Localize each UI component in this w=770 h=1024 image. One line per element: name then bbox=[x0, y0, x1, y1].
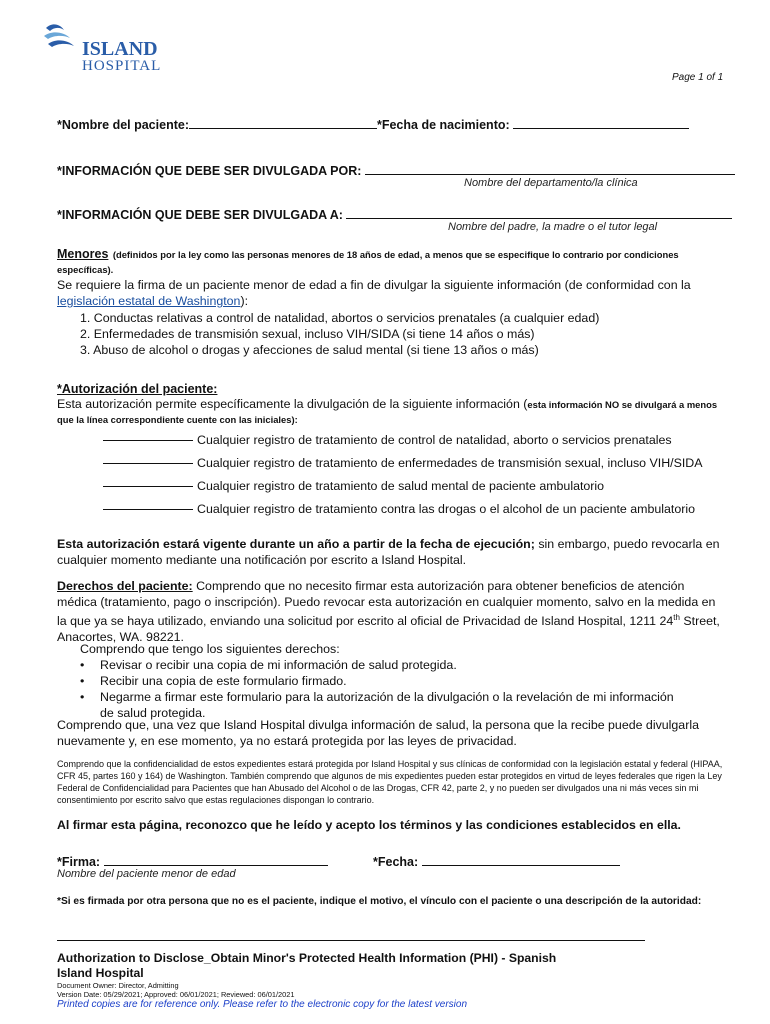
signature-label: *Firma: bbox=[57, 855, 101, 869]
disclosed-to-field[interactable] bbox=[346, 206, 732, 219]
island-hospital-logo bbox=[42, 22, 162, 78]
disclosed-to-caption: Nombre del padre, la madre o el tutor legal bbox=[448, 221, 658, 233]
page-number: Page 1 of 1 bbox=[672, 72, 724, 83]
rights-heading: Derechos del paciente: bbox=[57, 579, 193, 593]
minors-list bbox=[80, 310, 720, 358]
disclosed-by-label: *INFORMACIÓN QUE DEBE SER DIVULGADA POR: bbox=[57, 164, 362, 178]
disclosed-by-field[interactable] bbox=[365, 162, 735, 175]
list-item: • Negarme a firmar este formulario para la autorización de la divulgación o la revelación de mi información de salud protegida. bbox=[80, 689, 690, 721]
initials-field[interactable] bbox=[103, 440, 193, 441]
footer-printed-note: Printed copies are for reference only. Please refer to the electronic copy for the latest version bbox=[57, 999, 468, 1010]
patient-name-label: *Nombre del paciente: bbox=[57, 118, 189, 132]
authorization-heading: *Autorización del paciente: bbox=[57, 382, 218, 396]
authorization-options bbox=[103, 432, 733, 517]
rights-list bbox=[80, 657, 700, 721]
date-row bbox=[373, 853, 620, 869]
option-label: Cualquier registro de tratamiento contra las drogas o el alcohol de un paciente ambulatorio bbox=[197, 502, 695, 516]
footer-owner: Document Owner: Director, Admitting bbox=[57, 981, 179, 990]
authorization-option bbox=[103, 501, 733, 517]
logo-text-hospital: HOSPITAL bbox=[82, 58, 162, 74]
minors-heading: Menores bbox=[57, 247, 109, 261]
validity-bold: Esta autorización estará vigente durante un año a partir de la fecha de ejecución; bbox=[57, 537, 535, 551]
rights-closing: Comprendo que, una vez que Island Hospital divulga información de salud, la persona que la recibe puede divulgarla nuevamente y, en ese momento, ya no estará protegida por las leyes de privacidad. bbox=[57, 718, 699, 748]
bird-icon bbox=[42, 22, 82, 56]
rights-text: Comprendo que no necesito firmar esta autorización para obtener beneficios de atención médica (tratamiento, pago o inscripción). Puedo revocar esta autorización en cualquier momento, salvo en la medida en la que ya se haya utilizado, enviando una solicitud por escrito al oficial de Privacidad de Island Hospital, 1211 24 bbox=[57, 579, 716, 629]
list-item: 1. Conductas relativas a control de natalidad, abortos o servicios prenatales (a cualquier edad) bbox=[80, 311, 600, 325]
validity-rest: sin embargo, puedo revocarla en cualquier momento mediante una notificación por escrito a Island Hospital. bbox=[57, 537, 720, 567]
initials-field[interactable] bbox=[103, 463, 193, 464]
signature-row bbox=[57, 853, 328, 869]
disclosed-to-label: *INFORMACIÓN QUE DEBE SER DIVULGADA A: bbox=[57, 208, 343, 222]
disclosed-by-row bbox=[57, 162, 735, 178]
footer-title bbox=[57, 951, 556, 981]
list-item: 3. Abuso de alcohol o drogas y afecciones de salud mental (si tiene 13 años o más) bbox=[80, 343, 539, 357]
minors-intro-end: ): bbox=[240, 294, 249, 308]
minors-heading-block bbox=[57, 247, 717, 277]
logo-text-island: ISLAND bbox=[82, 38, 158, 60]
authorization-text-b: esta información NO se divulgará a menos que la línea correspondiente cuente con las iniciales): bbox=[57, 399, 718, 425]
disclosed-by-caption: Nombre del departamento/la clínica bbox=[464, 177, 638, 189]
initials-field[interactable] bbox=[103, 486, 193, 487]
patient-rights bbox=[57, 578, 721, 645]
authorization-option bbox=[103, 432, 733, 448]
footer-title-line1: Authorization to Disclose_Obtain Minor's Protected Health Information (PHI) - Spanish bbox=[57, 951, 557, 965]
validity-text bbox=[57, 536, 721, 568]
minors-intro bbox=[57, 277, 717, 309]
footer-version: Version Date: 05/29/2021; Approved: 06/01/2021; Reviewed: 06/01/2021 bbox=[57, 990, 295, 999]
confidentiality-text: Comprendo que la confidencialidad de estos expedientes estará protegida por Island Hospital y sus clínicas de conformidad con la legislación estatal y federal (HIPAA, CFR 45, partes 160 y 164) de Washington. También comprendo que algunos de mis expedientes pueden estar protegidos en virtud de leyes federales que rigen la Ley Federal de Confidencialidad para Pacientes que han Abusado del Alcohol o de las Drogas, CFR 42, parte 2, y no pueden ser divulgados una ni más veces sin mi consentimiento por escrito salvo que estas regulaciones dispongan lo contrario. bbox=[57, 759, 723, 805]
patient-info-row bbox=[57, 116, 689, 132]
signature-caption: Nombre del paciente menor de edad bbox=[57, 868, 236, 880]
other-signer-text: *Si es firmada por otra persona que no es el paciente, indique el motivo, el vínculo con el paciente o una descripción de la autoridad: bbox=[57, 896, 702, 907]
option-label: Cualquier registro de tratamiento de enfermedades de transmisión sexual, incluso VIH/SIDA bbox=[197, 456, 703, 470]
rights-sup: th bbox=[673, 613, 680, 622]
date-label: *Fecha: bbox=[373, 855, 419, 869]
minors-intro-text: Se requiere la firma de un paciente menor de edad a fin de divulgar la siguiente información (de conformidad con la bbox=[57, 278, 691, 292]
date-field[interactable] bbox=[422, 853, 620, 866]
authorization-option bbox=[103, 455, 733, 471]
authorization-option bbox=[103, 478, 733, 494]
signature-field[interactable] bbox=[104, 853, 328, 866]
disclosed-to-row bbox=[57, 206, 732, 222]
patient-name-field[interactable] bbox=[189, 116, 377, 129]
initials-field[interactable] bbox=[103, 509, 193, 510]
minors-note: (definidos por la ley como las personas menores de 18 años de edad, a menos que se especifique lo contrario por condiciones específicas). bbox=[57, 249, 679, 275]
dob-field[interactable] bbox=[513, 116, 689, 129]
rights-text-end: Street, Anacortes, WA. 98221. bbox=[57, 614, 720, 645]
option-label: Cualquier registro de tratamiento de control de natalidad, aborto o servicios prenatales bbox=[197, 433, 672, 447]
list-item: • Revisar o recibir una copia de mi información de salud protegida. bbox=[80, 657, 700, 673]
dob-label: *Fecha de nacimiento: bbox=[376, 118, 510, 132]
other-signer-field[interactable] bbox=[57, 940, 645, 941]
list-item: • Recibir una copia de este formulario firmado. bbox=[80, 673, 700, 689]
list-item: 2. Enfermedades de transmisión sexual, incluso VIH/SIDA (si tiene 14 años o más) bbox=[80, 327, 535, 341]
rights-list-intro: Comprendo que tengo los siguientes derechos: bbox=[80, 642, 340, 656]
washington-law-link[interactable]: legislación estatal de Washington bbox=[57, 294, 241, 308]
authorization-text-a: Esta autorización permite específicamente la divulgación de la siguiente información ( bbox=[57, 397, 528, 411]
acceptance-text: Al firmar esta página, reconozco que he leído y acepto los términos y las condiciones establecidos en ella. bbox=[57, 818, 681, 832]
footer-title-line2: Island Hospital bbox=[57, 966, 144, 980]
authorization-text bbox=[57, 397, 727, 427]
option-label: Cualquier registro de tratamiento de salud mental de paciente ambulatorio bbox=[197, 479, 605, 493]
